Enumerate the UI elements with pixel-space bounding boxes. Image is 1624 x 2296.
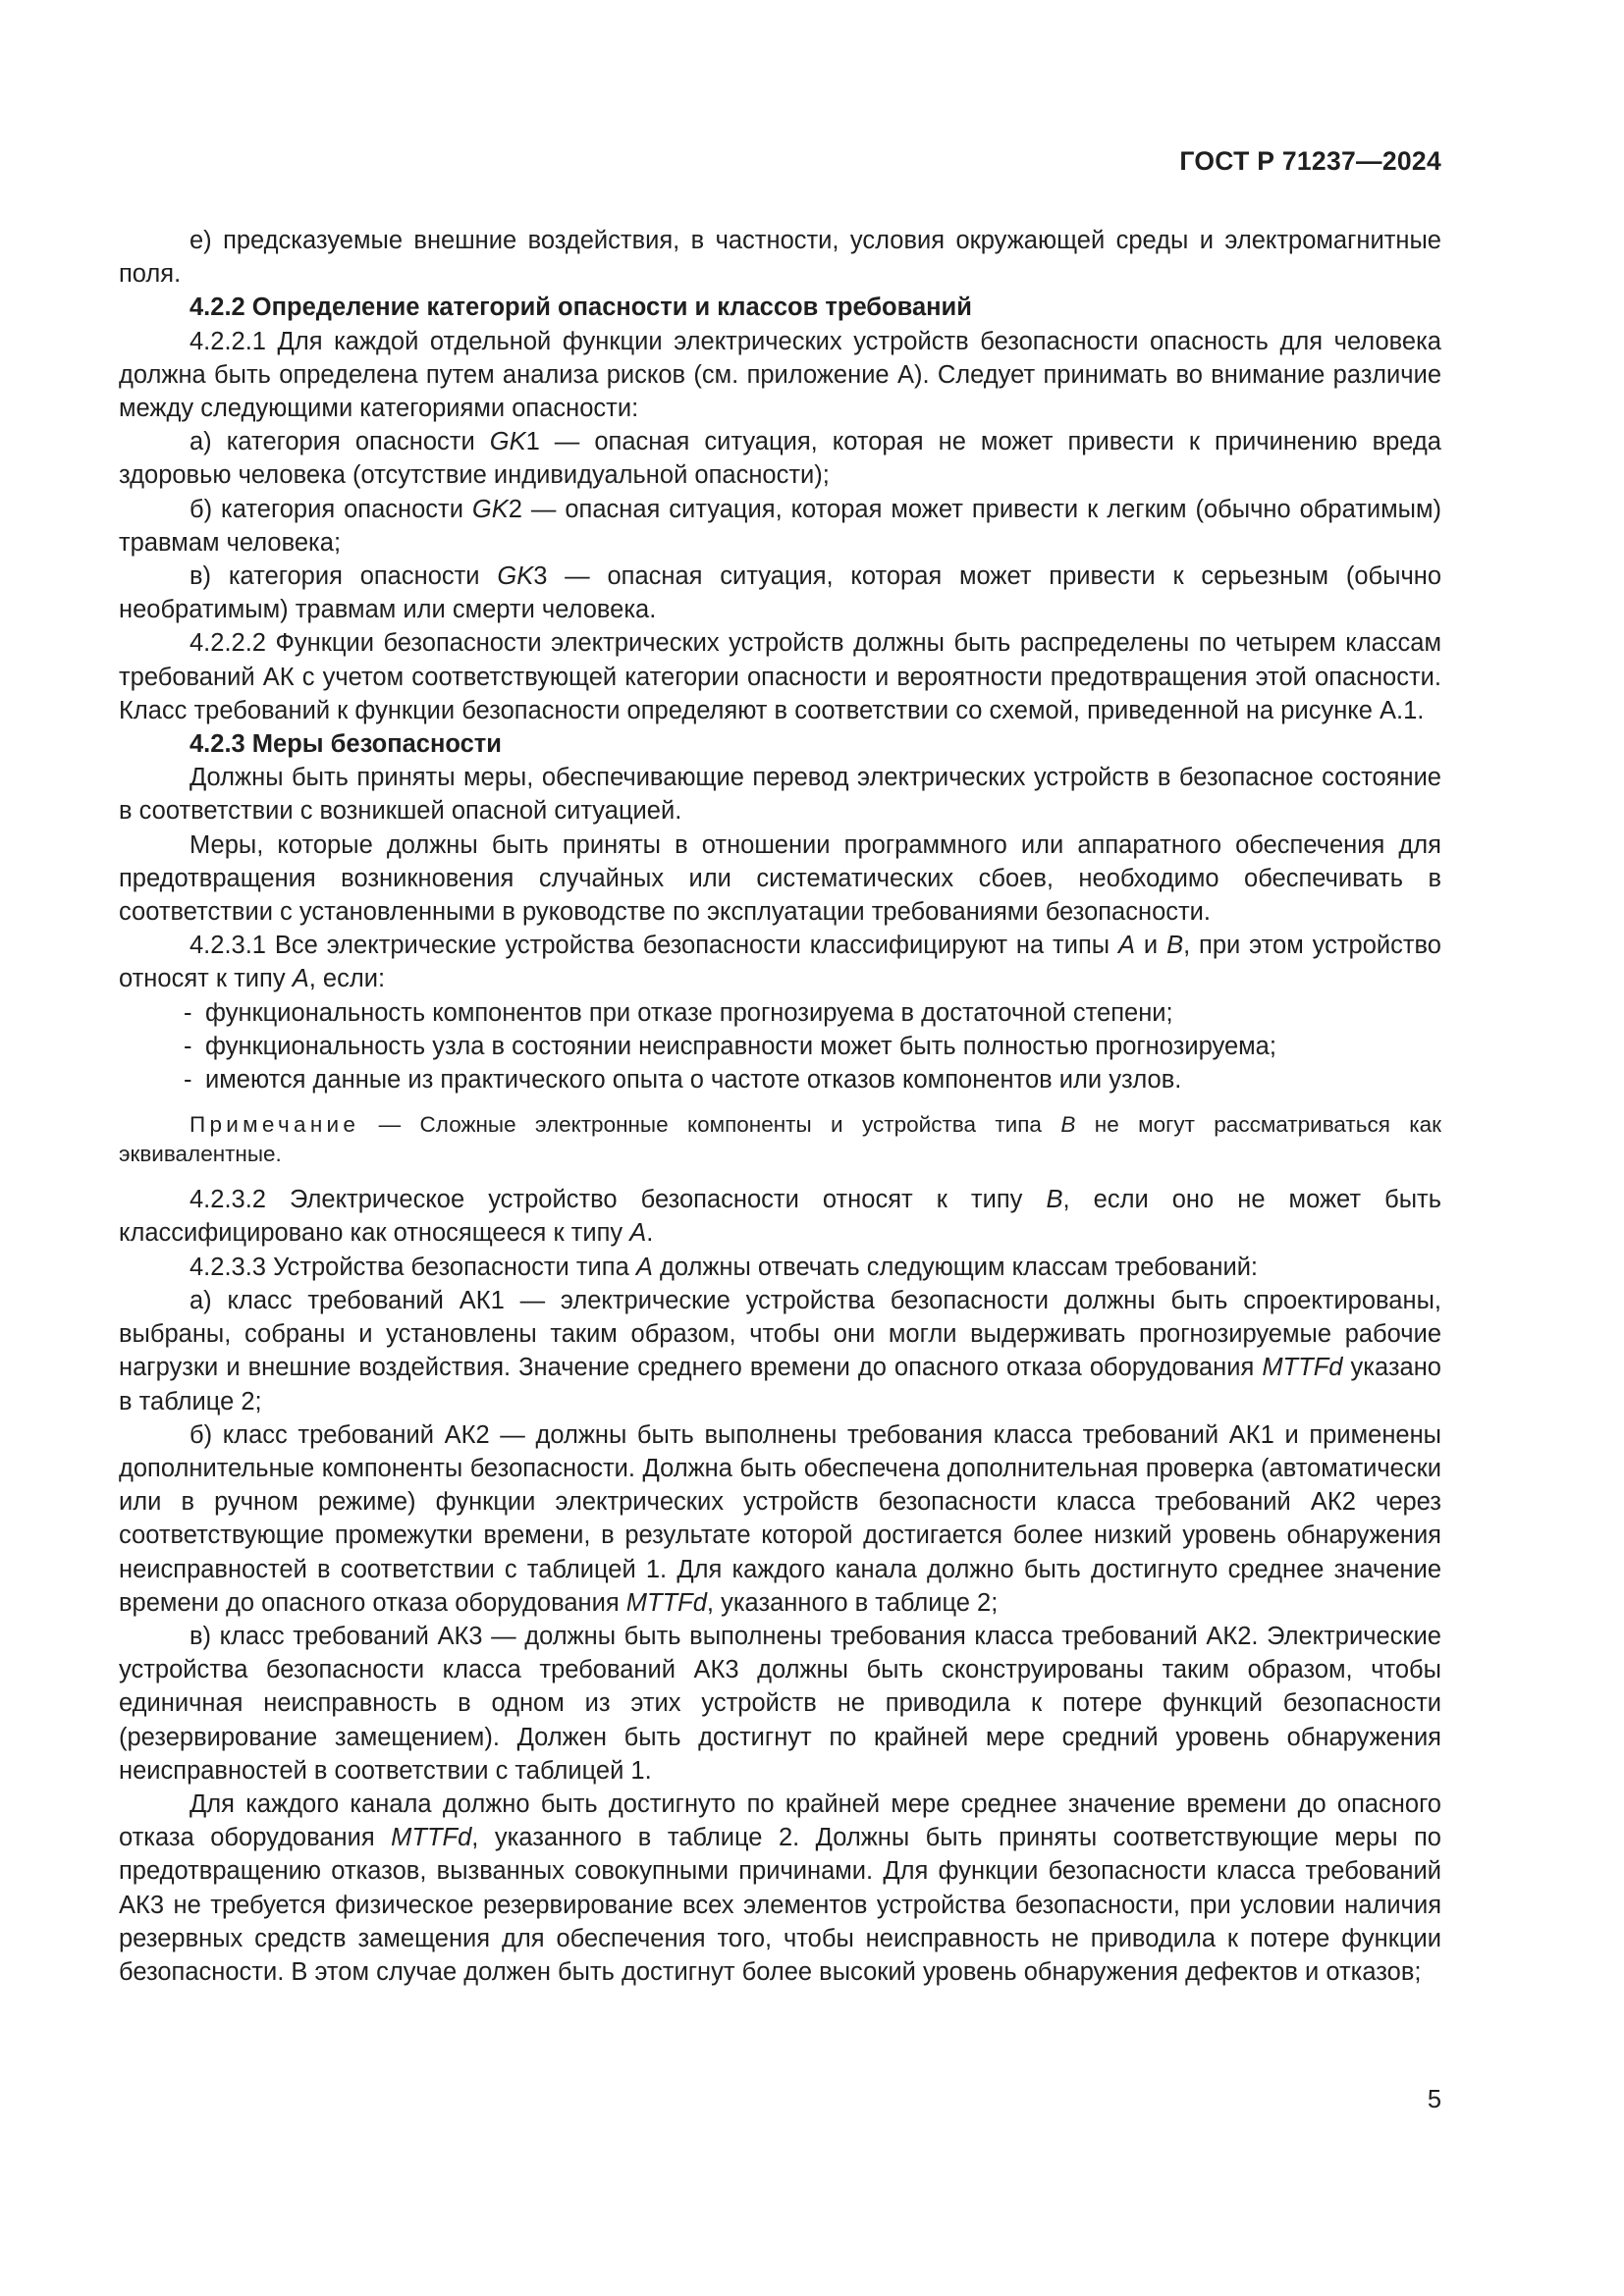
paragraph-e: е) предсказуемые внешние воздействия, в частности, условия окружающей среды и электромагнитные поля.	[119, 227, 1441, 289]
standard-header: ГОСТ Р 71237—2024	[1179, 146, 1441, 176]
list-item: - функциональность компонентов при отказе прогнозируема в достаточной степени;	[119, 996, 1441, 1030]
note-label: Примечание	[189, 1112, 360, 1138]
document-body	[119, 224, 1441, 1989]
requirement-class-ak2: б) класс требований АК2 — должны быть выполнены требования класса требований АК1 и применены дополнительные компоненты безопасности. Должна быть обеспечена дополнительная проверка (автоматически или в ручном режиме) функции электрических устройств безопасности класса требований АК2 через соответствующие промежутки времени, в результате которой достигается более низкий уровень обнаружения неисправностей в соответствии с таблицей 1. Для каждого канала должно быть достигнуто среднее значение времени до опасного отказа оборудования MTTFd, указанного в таблице 2;	[119, 1420, 1441, 1617]
list-item: - функциональность узла в состоянии неисправности может быть полностью прогнозируема;	[119, 1030, 1441, 1063]
paragraph-channel-mttfd: Для каждого канала должно быть достигнуто по крайней мере среднее значение времени до опасного отказа оборудования MTTFd, указанного в таблице 2. Должны быть приняты соответствующие меры по предотвращению отказов, вызванных совокупными причинами. Для функции безопасности класса требований АК3 не требуется физическое резервирование всех элементов устройства безопасности, при условии наличия резервных средств замещения для обеспечения того, чтобы неисправность не приводила к потере функции безопасности. В этом случае должен быть достигнут более высокий уровень обнаружения дефектов и отказов;	[119, 1789, 1441, 1986]
paragraph-4-2-3-b: Меры, которые должны быть приняты в отношении программного или аппаратного обеспечения для предотвращения возникновения случайных или систематических сбоев, необходимо обеспечивать в соответствии с установленными в руководстве по эксплуатации требованиями безопасности.	[119, 830, 1441, 927]
hazard-category-gk2: б) категория опасности GK2 — опасная ситуация, которая может привести к легким (обычно обратимым) травмам человека;	[119, 495, 1442, 557]
page-number: 5	[1427, 2086, 1441, 2113]
paragraph-4-2-2-1: 4.2.2.1 Для каждой отдельной функции электрических устройств безопасности опасность для человека должна быть определена путем анализа рисков (см. приложение А). Следует принимать во внимание различие между следующими категориями опасности:	[119, 327, 1441, 423]
note: Примечание — Сложные электронные компоненты и устройства типа В не могут рассматриваться как эквивалентные.	[119, 1112, 1441, 1167]
requirement-class-ak1: а) класс требований АК1 — электрические устройства безопасности должны быть спроектированы, выбраны, собраны и установлены таким образом, чтобы они могли выдерживать прогнозируемые рабочие нагрузки и внешние воздействия. Значение среднего времени до опасного отказа оборудования MTTFd указано в таблице 2;	[119, 1286, 1441, 1415]
requirement-class-ak3: в) класс требований АК3 — должны быть выполнены требования класса требований АК2. Электрические устройства безопасности класса требований АК3 должны быть сконструированы таким образом, чтобы единичная неисправность в одном из этих устройств не приводила к потере функций безопасности (резервирование замещением). Должен быть достигнут по крайней мере средний уровень обнаружения неисправностей в соответствии с таблицей 1.	[119, 1622, 1441, 1785]
hazard-category-gk3: в) категория опасности GK3 — опасная ситуация, которая может привести к серьезным (обычно необратимым) травмам или смерти человека.	[119, 562, 1441, 624]
section-heading-4-2-3: 4.2.3 Меры безопасности	[189, 730, 502, 759]
list-item: - имеются данные из практического опыта о частоте отказов компонентов или узлов.	[119, 1063, 1441, 1096]
hazard-category-gk1: а) категория опасности GK1 — опасная ситуация, которая не может привести к причинению вреда здоровью человека (отсутствие индивидуальной опасности);	[119, 428, 1441, 490]
section-heading-4-2-2: 4.2.2 Определение категорий опасности и классов требований	[189, 294, 972, 322]
paragraph-4-2-3-2: 4.2.3.2 Электрическое устройство безопасности относят к типу В, если оно не может быть классифицировано как относящееся к типу А.	[119, 1186, 1442, 1248]
paragraph-4-2-3-3: 4.2.3.3 Устройства безопасности типа А должны отвечать следующим классам требований:	[189, 1253, 1259, 1281]
paragraph-4-2-2-2: 4.2.2.2 Функции безопасности электрических устройств должны быть распределены по четырем классам требований АК с учетом соответствующей категории опасности и вероятности предотвращения этой опасности. Класс требований к функции безопасности определяют в соответствии со схемой, приведенной на рисунке А.1.	[119, 629, 1441, 724]
paragraph-4-2-3-1: 4.2.3.1 Все электрические устройства безопасности классифицируют на типы А и В, при этом устройство относят к типу А, если:	[119, 932, 1441, 993]
paragraph-4-2-3-a: Должны быть приняты меры, обеспечивающие перевод электрических устройств в безопасное состояние в соответствии с возникшей опасной ситуацией.	[119, 764, 1441, 826]
